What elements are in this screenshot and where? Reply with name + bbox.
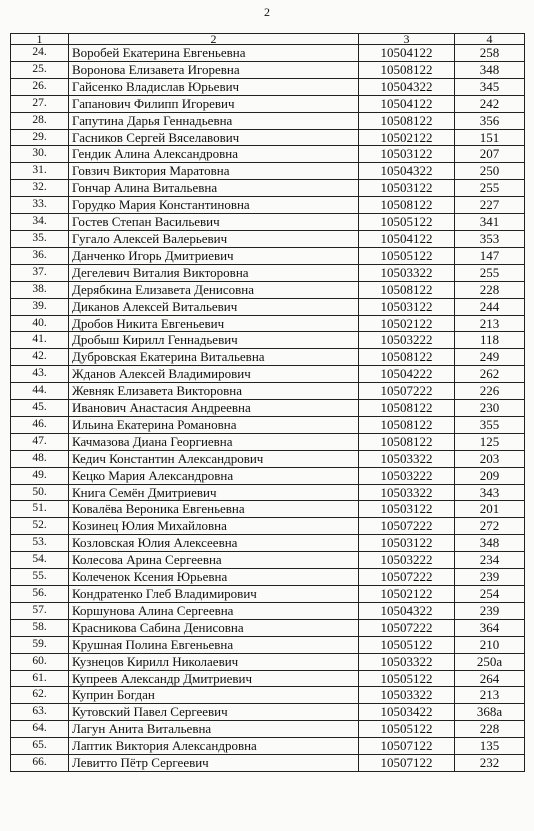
- row-number: 55.: [11, 569, 69, 586]
- score: 364: [455, 619, 525, 636]
- group-code: 10507222: [359, 518, 455, 535]
- student-name: Дробыш Кирилл Геннадьевич: [69, 332, 359, 349]
- score: 272: [455, 518, 525, 535]
- student-name: Кедич Константин Александрович: [69, 450, 359, 467]
- group-code: 10508122: [359, 281, 455, 298]
- row-number: 27.: [11, 95, 69, 112]
- score: 118: [455, 332, 525, 349]
- table-row: [11, 383, 525, 400]
- row-number: 28.: [11, 112, 69, 129]
- student-name: Купреев Александр Дмитриевич: [69, 670, 359, 687]
- table-row: [11, 586, 525, 603]
- row-number: 49.: [11, 467, 69, 484]
- group-code: 10503122: [359, 535, 455, 552]
- group-code: 10502122: [359, 129, 455, 146]
- row-number: 30.: [11, 146, 69, 163]
- table-row: [11, 501, 525, 518]
- row-number: 43.: [11, 366, 69, 383]
- student-name: Козинец Юлия Михайловна: [69, 518, 359, 535]
- row-number: 39.: [11, 298, 69, 315]
- table-row: [11, 298, 525, 315]
- table-row: [11, 433, 525, 450]
- row-number: 47.: [11, 433, 69, 450]
- student-name: Воронова Елизавета Игоревна: [69, 61, 359, 78]
- group-code: 10507222: [359, 619, 455, 636]
- row-number: 26.: [11, 78, 69, 95]
- score: 232: [455, 755, 525, 772]
- group-code: 10504122: [359, 45, 455, 62]
- row-number: 40.: [11, 315, 69, 332]
- group-code: 10505122: [359, 721, 455, 738]
- score: 213: [455, 315, 525, 332]
- table-row: [11, 704, 525, 721]
- score: 239: [455, 602, 525, 619]
- table-row: [11, 61, 525, 78]
- table-body: [11, 45, 525, 772]
- row-number: 36.: [11, 247, 69, 264]
- score: 207: [455, 146, 525, 163]
- row-number: 61.: [11, 670, 69, 687]
- student-name: Лагун Анита Витальевна: [69, 721, 359, 738]
- student-name: Дробов Никита Евгеньевич: [69, 315, 359, 332]
- score: 147: [455, 247, 525, 264]
- group-code: 10503222: [359, 332, 455, 349]
- table-row: [11, 315, 525, 332]
- table-row: [11, 281, 525, 298]
- student-name: Диканов Алексей Витальевич: [69, 298, 359, 315]
- row-number: 48.: [11, 450, 69, 467]
- row-number: 24.: [11, 45, 69, 62]
- table-row: [11, 755, 525, 772]
- score: 209: [455, 467, 525, 484]
- score: 250а: [455, 653, 525, 670]
- student-name: Гасников Сергей Вяселавович: [69, 129, 359, 146]
- student-name: Крушная Полина Евгеньевна: [69, 636, 359, 653]
- row-number: 41.: [11, 332, 69, 349]
- score: 201: [455, 501, 525, 518]
- score: 355: [455, 416, 525, 433]
- group-code: 10503122: [359, 501, 455, 518]
- score: 230: [455, 400, 525, 417]
- score: 228: [455, 721, 525, 738]
- row-number: 54.: [11, 552, 69, 569]
- score: 356: [455, 112, 525, 129]
- group-code: 10505122: [359, 670, 455, 687]
- score: 341: [455, 214, 525, 231]
- group-code: 10508122: [359, 197, 455, 214]
- student-name: Кузнецов Кирилл Николаевич: [69, 653, 359, 670]
- group-code: 10508122: [359, 349, 455, 366]
- student-name: Жданов Алексей Владимирович: [69, 366, 359, 383]
- score: 210: [455, 636, 525, 653]
- score: 353: [455, 230, 525, 247]
- column-header-name: 2: [69, 34, 359, 45]
- row-number: 33.: [11, 197, 69, 214]
- table-row: [11, 264, 525, 281]
- group-code: 10504122: [359, 95, 455, 112]
- group-code: 10503322: [359, 687, 455, 704]
- table-row: [11, 602, 525, 619]
- student-name: Гайсенко Владислав Юрьевич: [69, 78, 359, 95]
- row-number: 53.: [11, 535, 69, 552]
- score: 213: [455, 687, 525, 704]
- student-name: Гостев Степан Васильевич: [69, 214, 359, 231]
- student-name: Коршунова Алина Сергеевна: [69, 602, 359, 619]
- student-name: Куприн Богдан: [69, 687, 359, 704]
- row-number: 35.: [11, 230, 69, 247]
- table-row: [11, 653, 525, 670]
- group-code: 10503122: [359, 146, 455, 163]
- score: 244: [455, 298, 525, 315]
- page-number: 2: [264, 5, 270, 19]
- row-number: 29.: [11, 129, 69, 146]
- score: 345: [455, 78, 525, 95]
- row-number: 59.: [11, 636, 69, 653]
- table-row: [11, 163, 525, 180]
- student-name: Ковалёва Вероника Евгеньевна: [69, 501, 359, 518]
- row-number: 42.: [11, 349, 69, 366]
- table-row: [11, 619, 525, 636]
- row-number: 45.: [11, 400, 69, 417]
- row-number: 38.: [11, 281, 69, 298]
- score: 226: [455, 383, 525, 400]
- score: 125: [455, 433, 525, 450]
- table-row: [11, 416, 525, 433]
- student-name: Козловская Юлия Алексеевна: [69, 535, 359, 552]
- table-row: [11, 214, 525, 231]
- row-number: 62.: [11, 687, 69, 704]
- group-code: 10503222: [359, 467, 455, 484]
- score: 255: [455, 180, 525, 197]
- group-code: 10504322: [359, 602, 455, 619]
- student-name: Кецко Мария Александровна: [69, 467, 359, 484]
- group-code: 10508122: [359, 112, 455, 129]
- table-row: [11, 366, 525, 383]
- student-name: Горудко Мария Константиновна: [69, 197, 359, 214]
- table-row: [11, 535, 525, 552]
- score: 135: [455, 738, 525, 755]
- score: 239: [455, 569, 525, 586]
- student-name: Колеченок Ксения Юрьевна: [69, 569, 359, 586]
- row-number: 44.: [11, 383, 69, 400]
- column-header-number: 1: [11, 34, 69, 45]
- row-number: 25.: [11, 61, 69, 78]
- score: 368а: [455, 704, 525, 721]
- group-code: 10508122: [359, 61, 455, 78]
- column-header-group: 3: [359, 34, 455, 45]
- group-code: 10507122: [359, 738, 455, 755]
- score: 203: [455, 450, 525, 467]
- table-row: [11, 400, 525, 417]
- group-code: 10503422: [359, 704, 455, 721]
- table-row: [11, 518, 525, 535]
- group-code: 10503222: [359, 552, 455, 569]
- row-number: 63.: [11, 704, 69, 721]
- student-name: Дерябкина Елизавета Денисовна: [69, 281, 359, 298]
- table-row: [11, 146, 525, 163]
- student-name: Левитто Пётр Сергеевич: [69, 755, 359, 772]
- student-name: Качмазова Диана Георгиевна: [69, 433, 359, 450]
- student-name: Красникова Сабина Денисовна: [69, 619, 359, 636]
- table-row: [11, 95, 525, 112]
- group-code: 10503322: [359, 653, 455, 670]
- score: 254: [455, 586, 525, 603]
- group-code: 10507222: [359, 569, 455, 586]
- student-name: Кондратенко Глеб Владимирович: [69, 586, 359, 603]
- row-number: 52.: [11, 518, 69, 535]
- group-code: 10508122: [359, 416, 455, 433]
- table-row: [11, 721, 525, 738]
- score: 228: [455, 281, 525, 298]
- student-name: Кутовский Павел Сергеевич: [69, 704, 359, 721]
- row-number: 58.: [11, 619, 69, 636]
- group-code: 10505122: [359, 247, 455, 264]
- student-name: Говзич Виктория Маратовна: [69, 163, 359, 180]
- score: 258: [455, 45, 525, 62]
- column-header-score: 4: [455, 34, 525, 45]
- group-code: 10507222: [359, 383, 455, 400]
- table-row: [11, 180, 525, 197]
- score: 348: [455, 535, 525, 552]
- row-number: 64.: [11, 721, 69, 738]
- table-row: [11, 670, 525, 687]
- group-code: 10504322: [359, 163, 455, 180]
- row-number: 66.: [11, 755, 69, 772]
- table-row: [11, 78, 525, 95]
- student-name: Ильина Екатерина Романовна: [69, 416, 359, 433]
- row-number: 65.: [11, 738, 69, 755]
- group-code: 10503122: [359, 298, 455, 315]
- student-name: Воробей Екатерина Евгеньевна: [69, 45, 359, 62]
- table-row: [11, 197, 525, 214]
- score: 343: [455, 484, 525, 501]
- student-name: Дегелевич Виталия Викторовна: [69, 264, 359, 281]
- row-number: 46.: [11, 416, 69, 433]
- table-header-row: [11, 34, 525, 45]
- table-row: [11, 687, 525, 704]
- row-number: 32.: [11, 180, 69, 197]
- group-code: 10508122: [359, 433, 455, 450]
- student-name: Колесова Арина Сергеевна: [69, 552, 359, 569]
- group-code: 10504322: [359, 78, 455, 95]
- score: 234: [455, 552, 525, 569]
- row-number: 50.: [11, 484, 69, 501]
- group-code: 10505122: [359, 214, 455, 231]
- table-row: [11, 738, 525, 755]
- score: 227: [455, 197, 525, 214]
- table-row: [11, 45, 525, 62]
- table-row: [11, 230, 525, 247]
- row-number: 51.: [11, 501, 69, 518]
- student-name: Лаптик Виктория Александровна: [69, 738, 359, 755]
- student-name: Жевняк Елизавета Викторовна: [69, 383, 359, 400]
- score: 242: [455, 95, 525, 112]
- row-number: 37.: [11, 264, 69, 281]
- score: 262: [455, 366, 525, 383]
- group-code: 10503122: [359, 180, 455, 197]
- student-list-table: [10, 33, 525, 772]
- row-number: 57.: [11, 602, 69, 619]
- group-code: 10503322: [359, 450, 455, 467]
- group-code: 10507122: [359, 755, 455, 772]
- table-row: [11, 247, 525, 264]
- student-name: Гендик Алина Александровна: [69, 146, 359, 163]
- row-number: 60.: [11, 653, 69, 670]
- student-name: Гапанович Филипп Игоревич: [69, 95, 359, 112]
- row-number: 34.: [11, 214, 69, 231]
- table-row: [11, 450, 525, 467]
- score: 250: [455, 163, 525, 180]
- student-name: Данченко Игорь Дмитриевич: [69, 247, 359, 264]
- group-code: 10504222: [359, 366, 455, 383]
- score: 255: [455, 264, 525, 281]
- table-row: [11, 112, 525, 129]
- table-row: [11, 484, 525, 501]
- group-code: 10502122: [359, 586, 455, 603]
- table-row: [11, 552, 525, 569]
- table-row: [11, 569, 525, 586]
- group-code: 10503322: [359, 264, 455, 281]
- group-code: 10505122: [359, 636, 455, 653]
- student-name: Дубровская Екатерина Витальевна: [69, 349, 359, 366]
- row-number: 31.: [11, 163, 69, 180]
- student-name: Иванович Анастасия Андреевна: [69, 400, 359, 417]
- table-row: [11, 332, 525, 349]
- group-code: 10502122: [359, 315, 455, 332]
- table-row: [11, 129, 525, 146]
- group-code: 10508122: [359, 400, 455, 417]
- group-code: 10503322: [359, 484, 455, 501]
- score: 151: [455, 129, 525, 146]
- student-name: Книга Семён Дмитриевич: [69, 484, 359, 501]
- table-row: [11, 349, 525, 366]
- student-name: Гугало Алексей Валерьевич: [69, 230, 359, 247]
- table-row: [11, 467, 525, 484]
- score: 348: [455, 61, 525, 78]
- table-row: [11, 636, 525, 653]
- group-code: 10504122: [359, 230, 455, 247]
- student-name: Гончар Алина Витальевна: [69, 180, 359, 197]
- score: 264: [455, 670, 525, 687]
- student-name: Гапутина Дарья Геннадьевна: [69, 112, 359, 129]
- row-number: 56.: [11, 586, 69, 603]
- score: 249: [455, 349, 525, 366]
